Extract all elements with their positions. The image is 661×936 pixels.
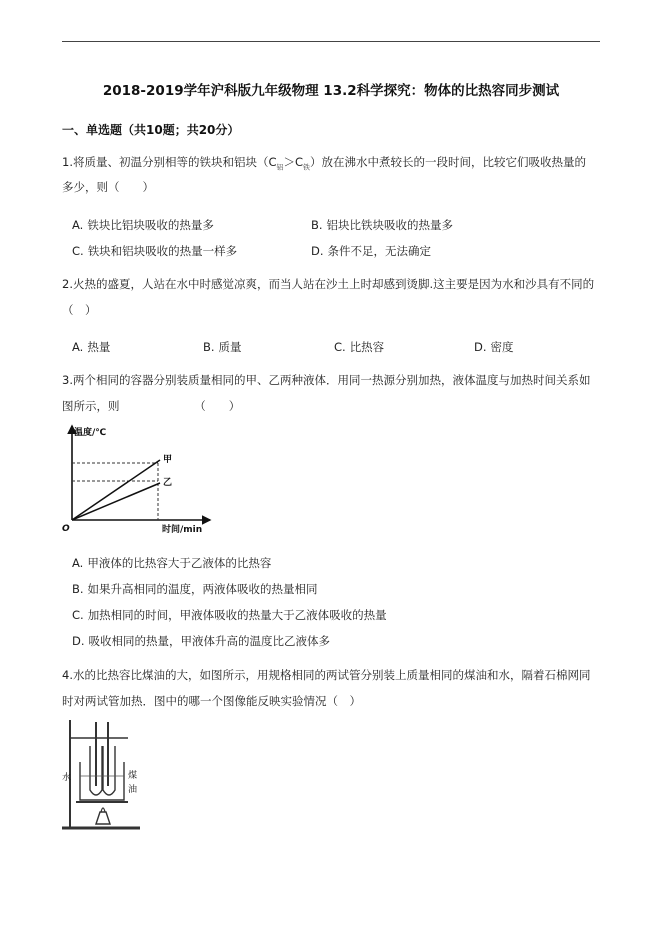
question-2-line-2: （ ）: [62, 303, 97, 317]
q1-option-c[interactable]: C. 铁块和铝块吸收的热量一样多: [72, 244, 238, 258]
question-2: 2.火热的盛夏，人站在水中时感觉凉爽，而当人站在沙土上时却感到烫脚.这主要是因为水和沙具有不同的: [62, 277, 595, 291]
q1-option-a[interactable]: A. 铁块比铝块吸收的热量多: [72, 218, 214, 232]
page-title: 2018-2019学年沪科版九年级物理 13.2科学探究：物体的比热容同步测试: [102, 83, 560, 99]
q2-option-a[interactable]: A. 热量: [72, 340, 111, 354]
q3-option-b[interactable]: B. 如果升高相同的温度，两液体吸收的热量相同: [72, 582, 318, 596]
greater-than: ＞C: [283, 155, 304, 169]
header-rule: [62, 41, 600, 42]
question-1-text-b: ）放在沸水中煮较长的一段时间，比较它们吸收热量的: [310, 155, 587, 169]
heating-apparatus-figure: [60, 716, 150, 834]
q3-option-c[interactable]: C. 加热相同的时间，甲液体吸收的热量大于乙液体吸收的热量: [72, 608, 387, 622]
temperature-time-graph: [60, 422, 220, 538]
series-label-yi: 乙: [163, 478, 173, 488]
q2-option-c[interactable]: C. 比热容: [334, 340, 385, 354]
alcohol-burner: [96, 812, 110, 824]
question-4: 4.水的比热容比煤油的大，如图所示，用规格相同的两试管分别装上质量相同的煤油和水，隔着石棉网同: [62, 668, 591, 682]
question-1-line-2: 多少，则（ ）: [62, 180, 154, 194]
subscript-aluminum: 铝: [276, 163, 284, 172]
label-kerosene-1: 煤: [128, 771, 138, 781]
q3-option-d[interactable]: D. 吸收相同的热量，甲液体升高的温度比乙液体多: [72, 634, 331, 648]
question-3: 3.两个相同的容器分别装质量相同的甲、乙两种液体．用同一热源分别加热，液体温度与加热时间关系如: [62, 373, 591, 387]
q1-option-d[interactable]: D. 条件不足，无法确定: [311, 244, 432, 258]
q1-option-b[interactable]: B. 铝块比铁块吸收的热量多: [311, 218, 454, 232]
y-axis-label: 温度/℃: [74, 428, 107, 438]
line-jia: [72, 460, 160, 520]
line-yi: [72, 483, 160, 520]
question-3-line-2: 图所示，则 （ ）: [62, 399, 241, 413]
series-label-jia: 甲: [163, 455, 173, 465]
question-1: [62, 151, 586, 178]
subscript-iron: 铁: [303, 163, 311, 172]
origin-label: O: [62, 524, 70, 534]
q2-option-d[interactable]: D. 密度: [474, 340, 514, 354]
section-heading: 一、单选题（共10题；共20分）: [62, 123, 240, 137]
question-4-line-2: 时对两试管加热．图中的哪一个图像能反映实验情况（ ）: [62, 694, 361, 708]
question-1-text-a: 1.将质量、初温分别相等的铁块和铝块（C: [62, 155, 277, 169]
label-kerosene-2: 油: [128, 785, 138, 795]
x-axis-label: 时间/min: [162, 525, 203, 535]
q3-option-a[interactable]: A. 甲液体的比热容大于乙液体的比热容: [72, 556, 272, 570]
q2-option-b[interactable]: B. 质量: [203, 340, 242, 354]
label-water: 水: [62, 773, 72, 783]
